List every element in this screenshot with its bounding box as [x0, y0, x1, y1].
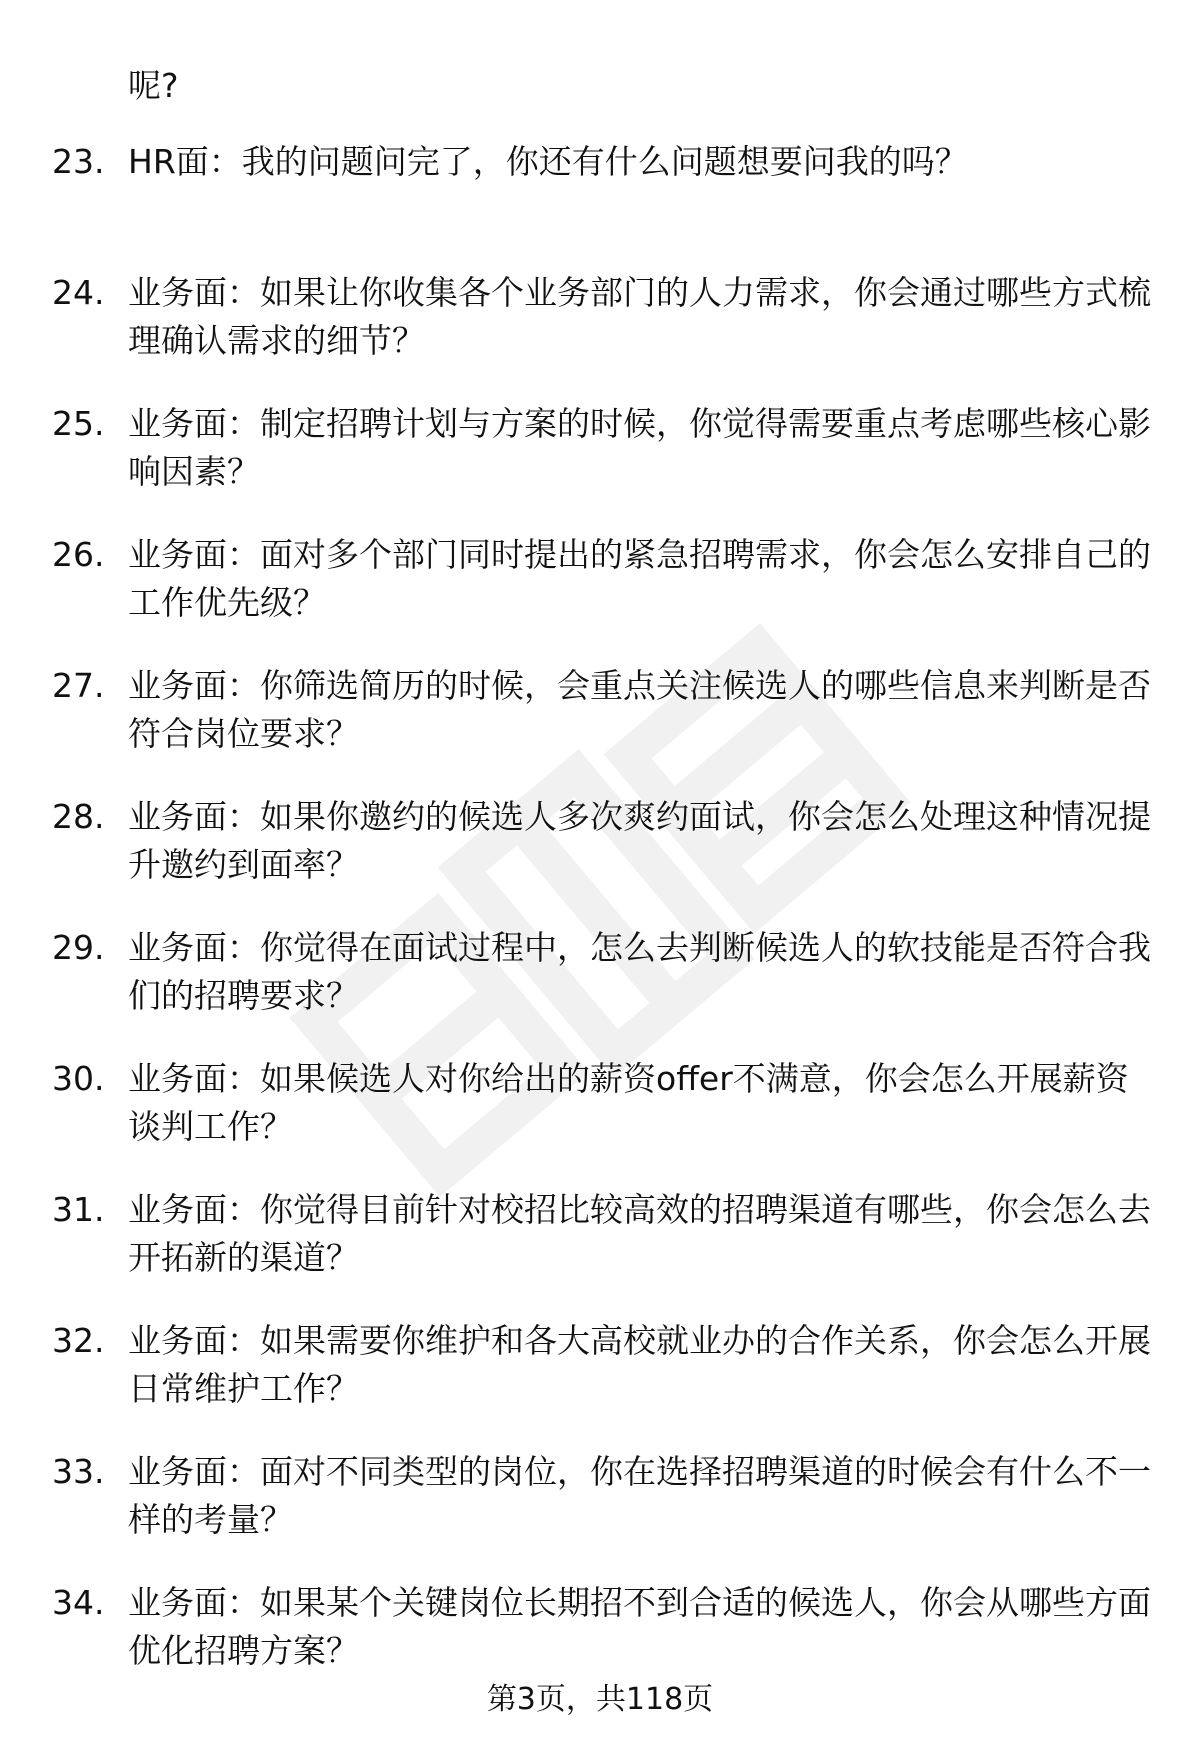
question-text: 业务面：你筛选简历的时候，会重点关注候选人的哪些信息来判断是否符合岗位要求？ — [128, 666, 1151, 753]
question-item — [0, 793, 1200, 889]
question-item — [0, 1055, 1200, 1151]
question-number: 28. — [52, 797, 105, 836]
question-item — [0, 269, 1200, 365]
question-item — [0, 1186, 1200, 1282]
question-number: 31. — [52, 1190, 105, 1229]
question-text: 业务面：制定招聘计划与方案的时候，你觉得需要重点考虑哪些核心影响因素？ — [128, 404, 1151, 491]
question-list — [0, 138, 1200, 1710]
question-item — [0, 138, 1200, 186]
question-item — [0, 924, 1200, 1020]
question-item — [0, 531, 1200, 627]
question-text: 业务面：如果候选人对你给出的薪资offer不满意，你会怎么开展薪资谈判工作？ — [128, 1059, 1129, 1146]
question-text: 业务面：如果你邀约的候选人多次爽约面试，你会怎么处理这种情况提升邀约到面率？ — [128, 797, 1151, 884]
question-number: 32. — [52, 1321, 105, 1360]
question-number: 26. — [52, 535, 105, 574]
continued-question-text: 呢? — [128, 66, 179, 105]
page-footer: 第3页，共118页 — [486, 1682, 714, 1717]
question-item — [0, 662, 1200, 758]
question-number: 25. — [52, 404, 105, 443]
question-number: 23. — [52, 142, 105, 181]
question-number: 30. — [52, 1059, 105, 1098]
question-text: 业务面：面对不同类型的岗位，你在选择招聘渠道的时候会有什么不一样的考量？ — [128, 1452, 1151, 1539]
question-item — [0, 1448, 1200, 1544]
question-number: 27. — [52, 666, 105, 705]
question-number: 29. — [52, 928, 105, 967]
question-item — [0, 400, 1200, 496]
question-text: 业务面：如果让你收集各个业务部门的人力需求，你会通过哪些方式梳理确认需求的细节？ — [128, 273, 1151, 360]
question-text: 业务面：如果某个关键岗位长期招不到合适的候选人，你会从哪些方面优化招聘方案？ — [128, 1583, 1151, 1670]
question-item — [0, 1317, 1200, 1413]
question-text: HR面：我的问题问完了，你还有什么问题想要问我的吗？ — [128, 142, 968, 181]
question-number: 34. — [52, 1583, 105, 1622]
question-text: 业务面：你觉得在面试过程中，怎么去判断候选人的软技能是否符合我们的招聘要求？ — [128, 928, 1151, 1015]
question-number: 33. — [52, 1452, 105, 1491]
question-item — [0, 1579, 1200, 1675]
question-text: 业务面：面对多个部门同时提出的紧急招聘需求，你会怎么安排自己的工作优先级？ — [128, 535, 1151, 622]
question-text: 业务面：你觉得目前针对校招比较高效的招聘渠道有哪些，你会怎么去开拓新的渠道？ — [128, 1190, 1151, 1277]
question-number: 24. — [52, 273, 105, 312]
question-text: 业务面：如果需要你维护和各大高校就业办的合作关系，你会怎么开展日常维护工作？ — [128, 1321, 1151, 1408]
